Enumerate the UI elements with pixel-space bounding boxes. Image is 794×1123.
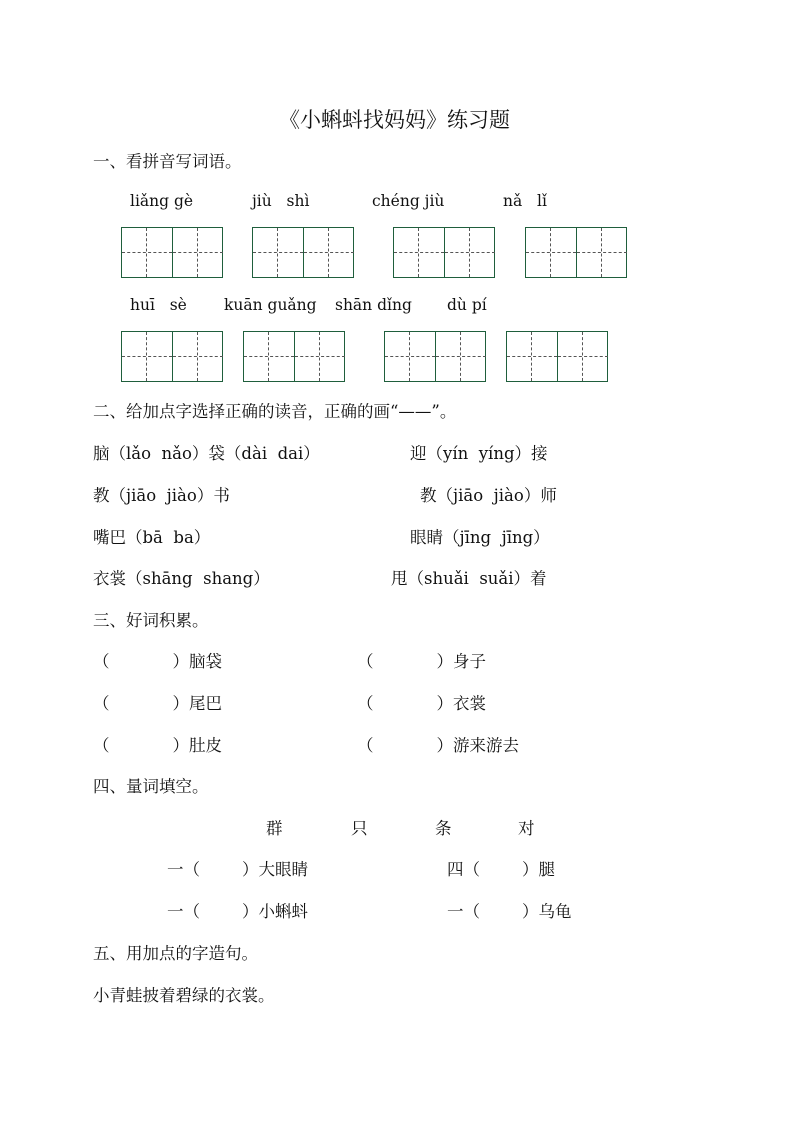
pinyin-2: jiù shì: [252, 192, 310, 210]
reading-item-1: 脑（lǎo nǎo）袋（dài dai）: [93, 444, 320, 463]
pinyin-5: huī sè: [130, 296, 187, 314]
pinyin-1: liǎng gè: [130, 192, 194, 210]
writing-grid-1[interactable]: [121, 227, 223, 278]
writing-grid-7[interactable]: [384, 331, 486, 382]
writing-grid-3[interactable]: [393, 227, 495, 278]
measure-blank-1[interactable]: 一（ ）大眼睛: [167, 860, 308, 879]
measure-blank-2[interactable]: 四（ ）腿: [447, 860, 555, 879]
pinyin-3: chéng jiù: [372, 192, 445, 210]
reading-item-7: 衣裳（shāng shang）: [93, 569, 270, 588]
pinyin-8: dù pí: [447, 296, 487, 314]
section1-heading: 一、看拼音写词语。: [93, 152, 242, 171]
measure-word-4: 对: [518, 819, 535, 838]
writing-grid-4[interactable]: [525, 227, 627, 278]
reading-item-3: 教（jiāo jiào）书: [93, 486, 230, 505]
reading-item-2: 迎（yín yíng）接: [410, 444, 548, 463]
reading-item-6: 眼睛（jīng jīng）: [410, 528, 550, 547]
page-title: 《小蝌蚪找妈妈》练习题: [279, 108, 510, 132]
section5-heading: 五、用加点的字造句。: [93, 944, 258, 963]
section2-heading: 二、给加点字选择正确的读音，正确的画“——”。: [93, 402, 457, 421]
reading-item-5: 嘴巴（bā ba）: [93, 528, 211, 547]
writing-grid-8[interactable]: [506, 331, 608, 382]
example-sentence: 小青蛙披着碧绿的衣裳。: [93, 986, 275, 1005]
pinyin-4: nǎ lǐ: [503, 192, 547, 210]
measure-blank-4[interactable]: 一（ ）乌龟: [447, 902, 572, 921]
reading-item-4: 教（jiāo jiào）师: [420, 486, 557, 505]
pinyin-7: shān dǐng: [335, 296, 412, 314]
word-blank-6[interactable]: （ ）游来游去: [357, 736, 519, 755]
pinyin-6: kuān guǎng: [224, 296, 317, 314]
section3-heading: 三、好词积累。: [93, 611, 209, 630]
measure-word-3: 条: [435, 819, 452, 838]
measure-word-2: 只: [351, 819, 368, 838]
writing-grid-6[interactable]: [243, 331, 345, 382]
section4-heading: 四、量词填空。: [93, 777, 209, 796]
word-blank-2[interactable]: （ ）身子: [357, 652, 486, 671]
word-blank-3[interactable]: （ ）尾巴: [93, 694, 222, 713]
measure-blank-3[interactable]: 一（ ）小蝌蚪: [167, 902, 308, 921]
word-blank-5[interactable]: （ ）肚皮: [93, 736, 222, 755]
writing-grid-2[interactable]: [252, 227, 354, 278]
reading-item-8: 甩（shuǎi suǎi）着: [391, 569, 547, 588]
word-blank-4[interactable]: （ ）衣裳: [357, 694, 486, 713]
measure-word-1: 群: [266, 819, 283, 838]
word-blank-1[interactable]: （ ）脑袋: [93, 652, 222, 671]
writing-grid-5[interactable]: [121, 331, 223, 382]
